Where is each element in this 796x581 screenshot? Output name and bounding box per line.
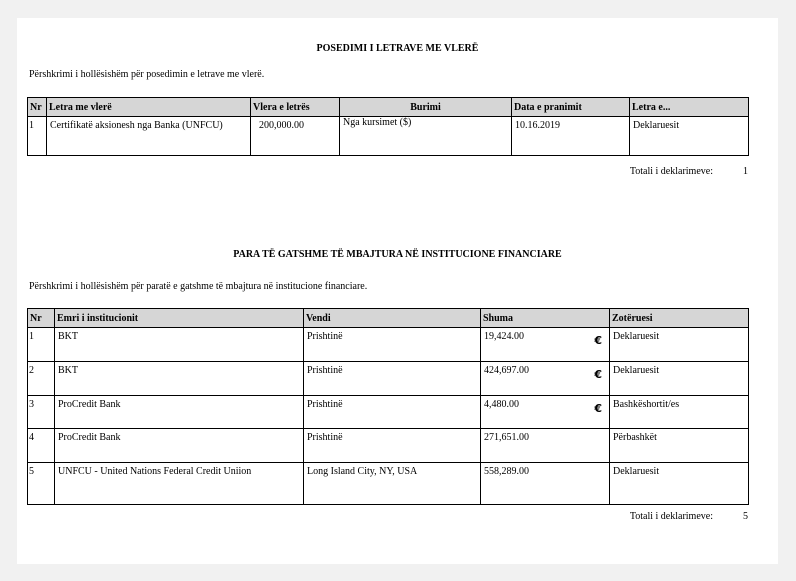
securities-table	[27, 97, 749, 156]
column-header: Letra me vlerë	[47, 98, 251, 117]
table-cell: Prishtinë	[304, 396, 481, 429]
column-header: Shuma	[481, 309, 610, 328]
table-cell: UNFCU - United Nations Federal Credit Uniion	[55, 463, 304, 505]
table-cell: 5	[28, 463, 55, 505]
table-header-row	[28, 309, 749, 328]
table-cell: ProCredit Bank	[55, 396, 304, 429]
column-header: Nr	[28, 309, 55, 328]
table-cell: Bashkëshortit/es	[610, 396, 749, 429]
table-row	[28, 362, 749, 396]
amount: 4,480.00	[484, 399, 519, 410]
table-row	[28, 429, 749, 463]
table-cell: Deklaruesit	[610, 328, 749, 362]
table-cell	[481, 429, 610, 463]
currency-euro: €	[594, 368, 602, 381]
table-cell: 200,000.00	[251, 117, 340, 156]
table-cell: Certifikatë aksionesh nga Banka (UNFCU)	[47, 117, 251, 156]
cash-table	[27, 308, 749, 505]
section-description-cash: Përshkrimi i hollësishëm për paratë e gatshme të mbajtura në institucione financiare.	[29, 281, 368, 292]
column-header: Vendi	[304, 309, 481, 328]
table-cell: Long Island City, NY, USA	[304, 463, 481, 505]
table-row	[28, 328, 749, 362]
document-page	[17, 18, 778, 564]
table-cell: 4	[28, 429, 55, 463]
total-label: Totali i deklarimeve:	[629, 511, 713, 522]
section-description-securities: Përshkrimi i hollësishëm për posedimin e letrave me vlerë.	[29, 69, 265, 80]
column-header: Zotëruesi	[610, 309, 749, 328]
table-row	[28, 396, 749, 429]
table-cell: Prishtinë	[304, 429, 481, 463]
table-row	[28, 463, 749, 505]
column-header: Burimi	[340, 98, 512, 117]
table-cell: 3	[28, 396, 55, 429]
table-cell	[481, 362, 610, 396]
table-cell: Prishtinë	[304, 328, 481, 362]
table-header-row	[28, 98, 749, 117]
table-row	[28, 117, 749, 156]
table-cell: 1	[28, 117, 47, 156]
total-value: 1	[743, 166, 748, 177]
amount: 19,424.00	[484, 331, 524, 342]
column-header: Vlera e letrës	[251, 98, 340, 117]
table-cell: ProCredit Bank	[55, 429, 304, 463]
table-cell: 10.16.2019	[512, 117, 630, 156]
table-cell: BKT	[55, 328, 304, 362]
total-value: 5	[743, 511, 748, 522]
table-cell: 2	[28, 362, 55, 396]
column-header: Emri i institucionit	[55, 309, 304, 328]
table-cell: BKT	[55, 362, 304, 396]
table-cell: Nga kursimet ($)	[340, 117, 512, 156]
table-cell	[481, 463, 610, 505]
table-cell: Deklaruesit	[610, 463, 749, 505]
table-cell: Deklaruesit	[630, 117, 749, 156]
column-header: Data e pranimit	[512, 98, 630, 117]
currency-euro: €	[594, 334, 602, 347]
amount: 271,651.00	[484, 432, 529, 443]
table-cell: Prishtinë	[304, 362, 481, 396]
currency-euro: €	[594, 402, 602, 415]
column-header: Nr	[28, 98, 47, 117]
table-cell	[481, 328, 610, 362]
section-title-cash: PARA TË GATSHME TË MBAJTURA NË INSTITUCIONE FINANCIARE	[233, 249, 562, 260]
column-header: Letra e...	[630, 98, 749, 117]
table-cell: Përbashkët	[610, 429, 749, 463]
amount: 424,697.00	[484, 365, 529, 376]
total-label: Totali i deklarimeve:	[629, 166, 713, 177]
amount: 558,289.00	[484, 466, 529, 477]
table-cell	[481, 396, 610, 429]
table-cell: Deklaruesit	[610, 362, 749, 396]
section-title-securities: POSEDIMI I LETRAVE ME VLERË	[316, 43, 479, 54]
table-cell: 1	[28, 328, 55, 362]
